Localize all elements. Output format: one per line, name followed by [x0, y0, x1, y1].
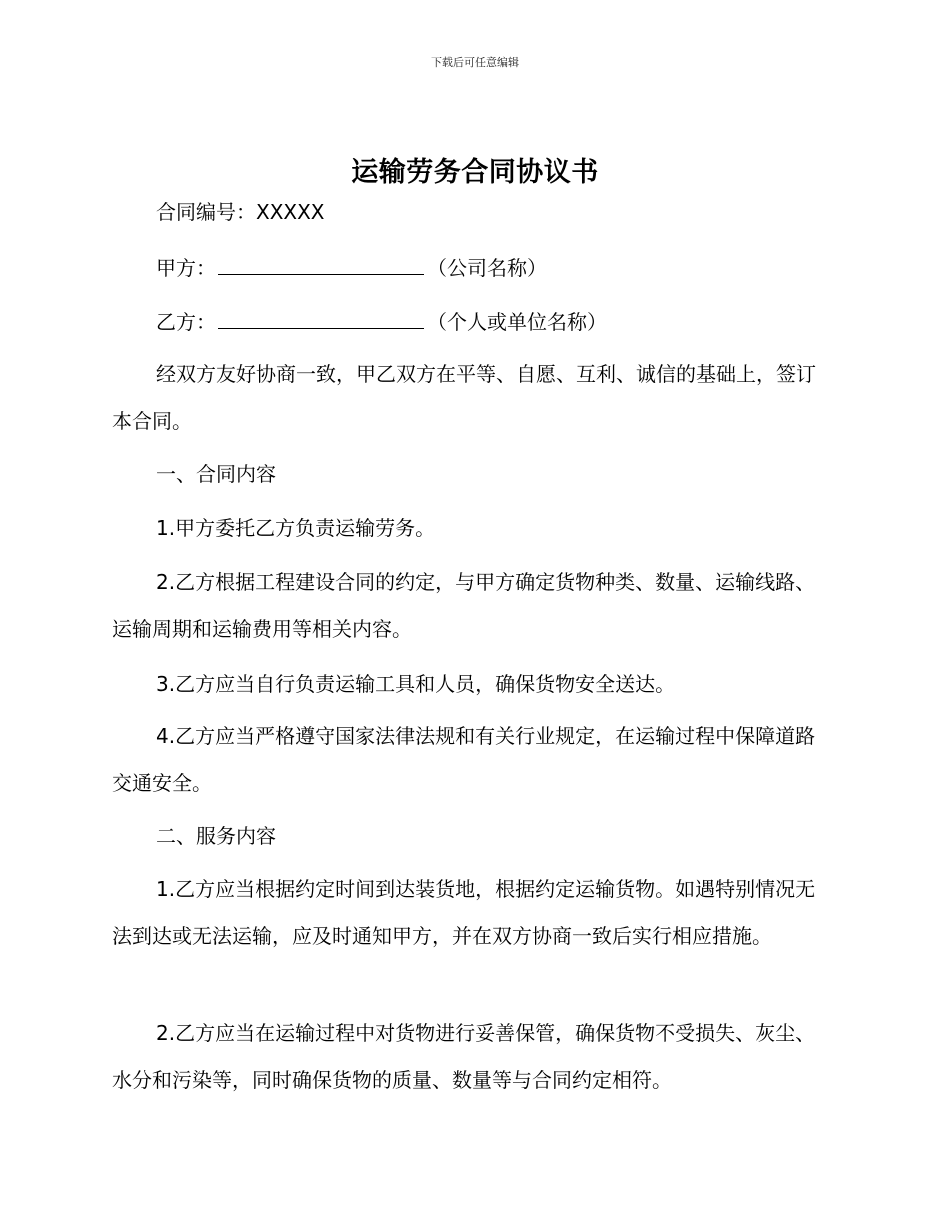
section1-item: 2.乙方根据工程建设合同的约定，与甲方确定货物种类、数量、运输线路、运输周期和运输费用等相关内容。: [112, 570, 816, 641]
party-a-blank-line: [218, 252, 424, 275]
section2-heading: 二、服务内容: [156, 824, 276, 848]
intro-paragraph: 经双方友好协商一致，甲乙双方在平等、自愿、互利、诚信的基础上，签订本合同。: [112, 362, 816, 433]
contract-number-value: XXXXX: [256, 200, 325, 224]
section1-heading: 一、合同内容: [156, 462, 276, 486]
party-b-blank-line: [218, 306, 424, 329]
section2-item: 1.乙方应当根据约定时间到达装货地，根据约定运输货物。如遇特别情况无法到达或无法运输，应及时通知甲方，并在双方协商一致后实行相应措施。: [112, 877, 816, 948]
contract-number-label: 合同编号：: [156, 200, 256, 224]
section2-item: 2.乙方应当在运输过程中对货物进行妥善保管，确保货物不受损失、灰尘、水分和污染等，同时确保货物的质量、数量等与合同约定相符。: [112, 1021, 816, 1092]
section1-item: 3.乙方应当自行负责运输工具和人员，确保货物安全送达。: [156, 672, 676, 696]
section1-item: 4.乙方应当严格遵守国家法律法规和有关行业规定，在运输过程中保障道路交通安全。: [112, 724, 816, 795]
party-b-label: 乙方：: [156, 310, 216, 334]
party-a-label: 甲方：: [156, 256, 216, 280]
header-note: 下载后可任意编辑: [431, 56, 519, 69]
party-b-row: [156, 306, 607, 337]
party-b-hint: （个人或单位名称）: [427, 310, 607, 334]
document-title: 运输劳务合同协议书: [351, 157, 599, 188]
party-a-row: [156, 252, 547, 283]
party-a-hint: （公司名称）: [427, 256, 547, 280]
contract-number-row: [156, 197, 325, 227]
section1-item: 1.甲方委托乙方负责运输劳务。: [156, 516, 436, 540]
